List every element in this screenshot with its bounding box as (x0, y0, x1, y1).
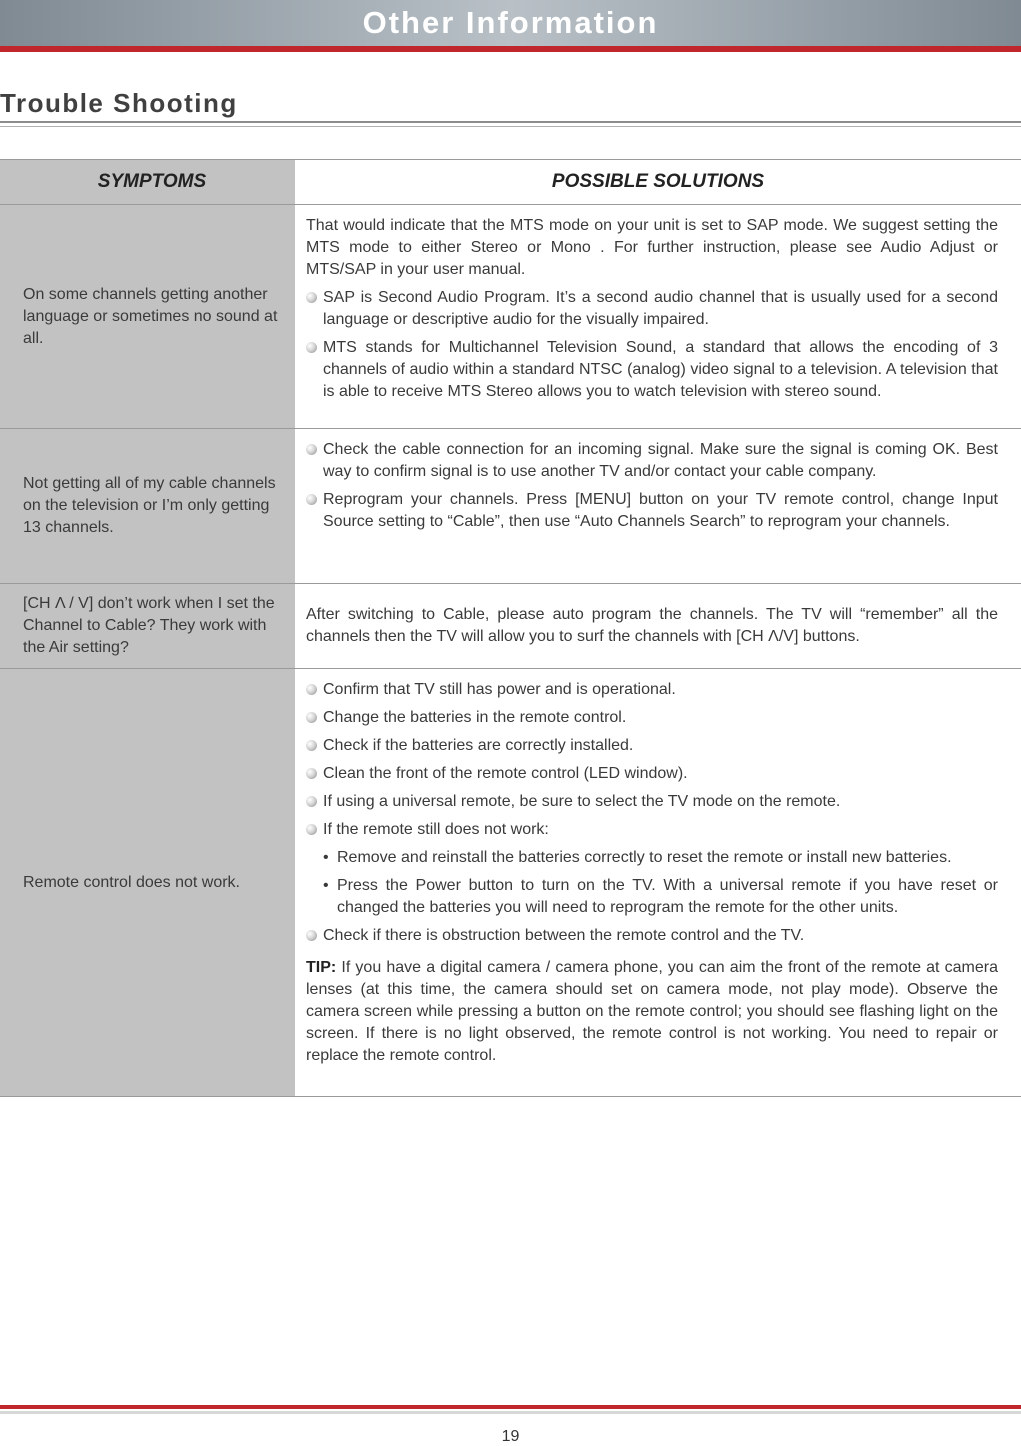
section-title: Trouble Shooting (0, 88, 238, 118)
footer-accent-line (0, 1405, 1021, 1409)
table-header-row (0, 159, 1021, 205)
bullet-item: Clean the front of the remote control (LED window). (306, 763, 998, 785)
solution-cell (295, 584, 1021, 668)
solution-cell (295, 669, 1021, 1096)
bullet-item: Check if there is obstruction between the remote control and the TV. (306, 925, 998, 947)
sub-bullet-item: • Remove and reinstall the batteries correctly to reset the remote or install new batteries. (323, 849, 952, 866)
symptom-cell: Remote control does not work. (0, 669, 295, 1096)
header-accent-line (0, 46, 1021, 52)
solution-intro: After switching to Cable, please auto program the channels. The TV will “remember” all the channels then the TV will allow you to surf the channels with [CH Λ/V] buttons. (306, 606, 998, 645)
page-number: 19 (501, 1428, 520, 1445)
header-bar (0, 0, 1021, 46)
bullet-item: Confirm that TV still has power and is operational. (306, 679, 998, 701)
bullet-item: Reprogram your channels. Press [MENU] button on your TV remote control, change Input Source setting to “Cable”, then use “Auto Channels Search” to reprogram your channels. (306, 489, 998, 533)
bullet-item: If using a universal remote, be sure to select the TV mode on the remote. (306, 791, 998, 813)
sub-bullet-item: • Press the Power button to turn on the TV. With a universal remote if you have reset or changed the batteries you will need to reprogram the remote for the other units. (323, 877, 998, 916)
tip-paragraph (306, 957, 998, 1067)
bullet-item: SAP is Second Audio Program. It’s a second audio channel that is usually used for a second language or descriptive audio for the visually impaired. (306, 287, 998, 331)
header-title: Other Information (362, 5, 659, 40)
footer-rule (0, 1411, 1021, 1414)
title-rule (0, 121, 1021, 123)
symptoms-header: SYMPTOMS (0, 160, 295, 204)
tip-label: TIP: (306, 959, 337, 976)
symptom-cell: Not getting all of my cable channels on the television or I’m only getting 13 channels. (0, 429, 295, 583)
table-row (0, 205, 1021, 429)
troubleshooting-table (0, 159, 1021, 1097)
table-row (0, 429, 1021, 584)
tip-text: If you have a digital camera / camera phone, you can aim the front of the remote at camera lenses (at this time, the camera should set on camera mode, not play mode). Observe the camera screen while pressing a button on the remote control; you should see flashing light on the screen. If there is no light observed, the remote control is not working. You need to repair or replace the remote control. (306, 959, 998, 1064)
title-rule-thin (0, 126, 1021, 127)
symptom-cell: [CH Λ / V] don’t work when I set the Channel to Cable? They work with the Air setting? (0, 584, 295, 668)
solution-cell (295, 205, 1021, 428)
bullet-item: MTS stands for Multichannel Television Sound, a standard that allows the encoding of 3 channels of audio within a standard NTSC (analog) video signal to a television. A television that is able to receive MTS Stereo allows you to watch television with stereo sound. (306, 337, 998, 403)
bullet-item: Change the batteries in the remote control. (306, 707, 998, 729)
table-row (0, 669, 1021, 1097)
symptom-cell: On some channels getting another language or sometimes no sound at all. (0, 205, 295, 428)
bullet-item: If the remote still does not work: (306, 819, 998, 841)
solutions-header: POSSIBLE SOLUTIONS (551, 171, 765, 192)
solution-intro: That would indicate that the MTS mode on your unit is set to SAP mode. We suggest setting the MTS mode to either Stereo or Mono . For further instruction, please see Audio Adjust or MTS/SAP in your user manual. (306, 217, 998, 278)
bullet-item: Check the cable connection for an incoming signal. Make sure the signal is coming OK. Best way to confirm signal is to use another TV and/or contact your cable company. (306, 439, 998, 483)
table-row (0, 584, 1021, 669)
solution-cell (295, 429, 1021, 583)
bullet-item: Check if the batteries are correctly installed. (306, 735, 998, 757)
